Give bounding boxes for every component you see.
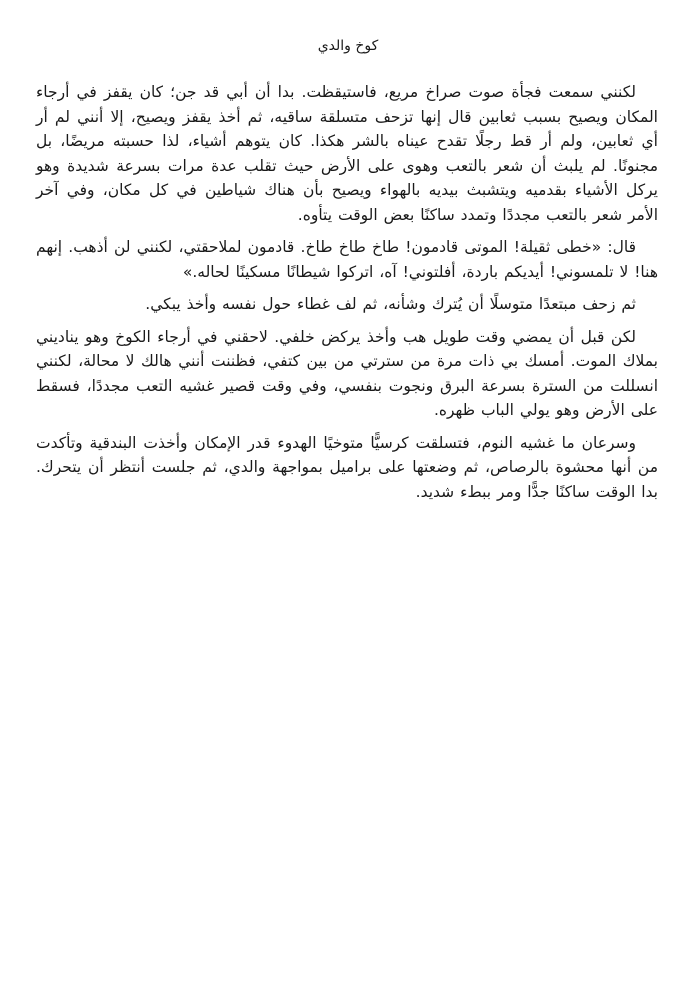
paragraph-3: ثم زحف مبتعدًا متوسلًا أن يُترك وشأنه، ثم لف غطاء حول نفسه وأخذ يبكي. bbox=[145, 295, 636, 313]
paragraph-1: لكنني سمعت فجأة صوت صراخ مريع، فاستيقظت. بدا أن أبي قد جن؛ كان يقفز في أرجاء المكان ويصيح بسبب ثعابين قال إنها تزحف متسلقة ساقيه، ثم أخذ يقفز ويصيح، إلا أنني لم أر أي ثعابين، ولم أر قط رجلًا تقدح عيناه بالشر هكذا. كان يتوهم أشياء، لذا حسبته مريضًا، بل مجنونًا. لم يلبث أن شعر بالتعب وهوى على الأرض حيث تقلب عدة مرات بسرعة شديدة وهو يركل الأشياء بقدميه ويتشبث بيديه بالهواء ويصيح بأن هناك شياطين في كل مكان، وفي آخر الأمر شعر بالتعب مجددًا وتمدد ساكنًا بعض الوقت يتأوه. bbox=[36, 83, 658, 224]
paragraph-2: قال: «خطى ثقيلة! الموتى قادمون! طاخ طاخ طاخ. قادمون لملاحقتي، لكنني لن أذهب. إنهم هنا! لا تلمسوني! أيديكم باردة، أفلتوني! آه، اتركوا شيطانًا مسكينًا لحاله.» bbox=[36, 238, 658, 281]
paragraph-5: وسرعان ما غشيه النوم، فتسلقت كرسيًّا متوخيًا الهدوء قدر الإمكان وأخذت البندقية وتأكدت من أنها محشوة بالرصاص، ثم وضعتها على براميل بمواجهة والدي، ثم جلست أنتظر أن يتحرك. بدا الوقت ساكنًا جدًّا ومر ببطء شديد. bbox=[36, 433, 658, 501]
paragraph-4: لكن قبل أن يمضي وقت طويل هب وأخذ يركض خلفي. لاحقني في أرجاء الكوخ وهو يناديني بملاك الموت. أمسك بي ذات مرة من سترتي من بين كتفي، فظننت أنني هالك لا محالة، لكنني انسللت من السترة بسرعة البرق ونجوت بنفسي، وفي وقت قصير غشيه التعب مجددًا، فسقط على الأرض وهو يولي الباب ظهره. bbox=[36, 327, 658, 419]
page-header-title: كوخ والدي bbox=[317, 38, 379, 54]
chapter-body bbox=[36, 80, 658, 512]
